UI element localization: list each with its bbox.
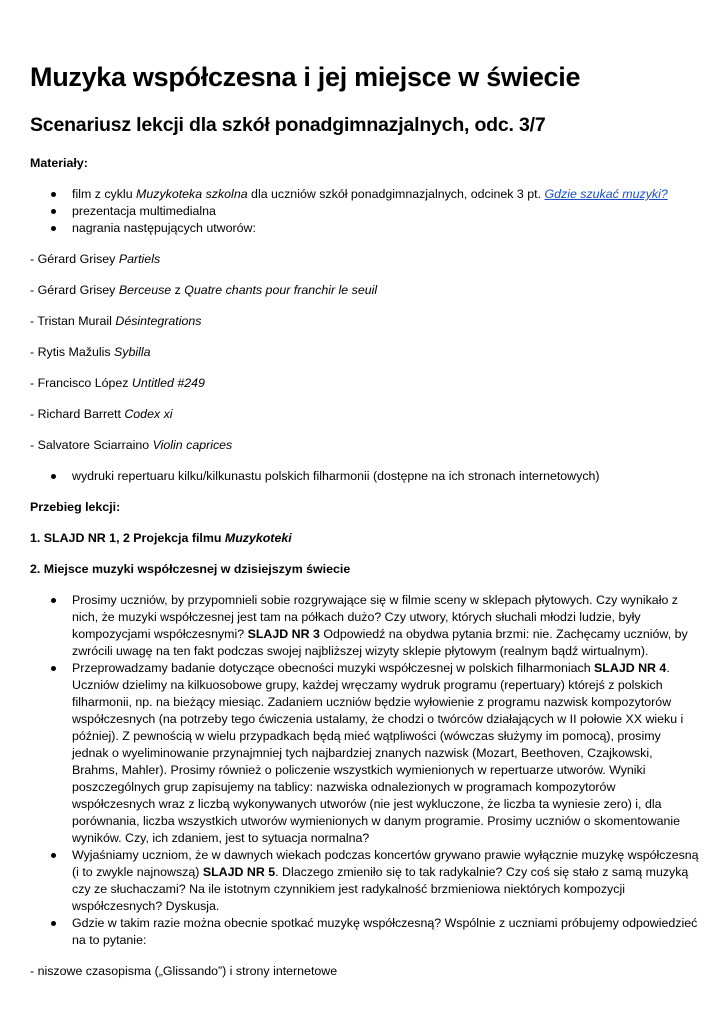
work-line: - Francisco López Untitled #249 [30, 376, 205, 390]
film-text: film z cyklu [72, 187, 137, 201]
work-line: - Gérard Grisey Partiels [30, 252, 161, 266]
list-item: nagrania następujących utworów: [30, 220, 700, 237]
course-bullets [30, 592, 700, 949]
film-link[interactable]: Gdzie szukać muzyki? [544, 187, 668, 201]
works-list [30, 251, 700, 454]
list-item: Gdzie w takim razie można obecnie spotkać muzykę współczesną? Wspólnie z uczniami próbujemy odpowiedzieć na to pytanie: [30, 915, 700, 949]
film-text-mid: dla uczniów szkół ponadgimnazjalnych, odcinek 3 pt. [247, 187, 545, 201]
document-page [30, 60, 700, 980]
work-line: - Tristan Murail Désintegrations [30, 314, 202, 328]
page-title: Muzyka współczesna i jej miejsce w świecie [30, 62, 581, 92]
list-item: prezentacja multimedialna [30, 203, 700, 220]
page-subtitle: Scenariusz lekcji dla szkół ponadgimnazjalnych, odc. 3/7 [30, 114, 546, 136]
list-item: wydruki repertuaru kilku/kilkunastu polskich filharmonii (dostępne na ich stronach internetowych) [30, 468, 700, 485]
work-line: - Salvatore Sciarraino Violin caprices [30, 438, 233, 452]
last-line: - niszowe czasopisma („Glissando”) i strony internetowe [30, 964, 338, 978]
work-line: - Rytis Mažulis Sybilla [30, 345, 151, 359]
film-series: Muzykoteka szkolna [136, 187, 248, 201]
step-1-heading: 1. SLAJD NR 1, 2 Projekcja filmu Muzykoteki [30, 531, 292, 545]
list-item: Przeprowadzamy badanie dotyczące obecności muzyki współczesnej w polskich filharmoniach SLAJD NR 4. Uczniów dzielimy na kilkuosobowe grupy, każdej wręczamy wydruk programu (repertuary) którejś z polskich filharmonii, np. na bieżący miesiąc. Zadaniem uczniów będzie wyłowienie z programu nazwisk kompozytorów współczesnych (na potrzeby tego ćwiczenia ustalamy, że chodzi o twórców działających w II połowie XX wieku i później). Z pewnością w wielu przypadkach będą mieć wątpliwości (wówczas służymy im pomocą), prosimy jednak o wyeliminowanie przynajmniej tych najbardziej znanych nazwisk (Mozart, Beethoven, Czajkowski, Brahms, Mahler). Prosimy również o policzenie wszystkich wymienionych w repertuarze utworów. Wyniki poszczególnych grup zapisujemy na tablicy: nazwiska odnalezionych w programach kompozytorów współczesnych wraz z liczbą wykonywanych utworów (nie jest wykluczone, że liczba ta wyniesie zero) i, dla porównania, liczba wszystkich utworów wymienionych w danym programie. Prosimy uczniów o skomentowanie wyników. Czy, ich zdaniem, jest to sytuacja normalna? [30, 660, 700, 847]
work-line: - Gérard Grisey Berceuse z Quatre chants pour franchir le seuil [30, 283, 378, 297]
list-item: Prosimy uczniów, by przypomnieli sobie rozgrywające się w filmie sceny w sklepach płytowych. Czy wynikało z nich, że muzyki współczesnej jest tam na półkach dużo? Czy utwory, których słuchali młodzi ludzie, były kompozycjami współczesnymi? SLAJD NR 3 Odpowiedź na obydwa pytania brzmi: nie. Zachęcamy uczniów, by zwrócili uwagę na ten fakt podczas swojej najbliższej wizyty sklepie płytowym (realnym bądź wirtualnym). [30, 592, 700, 660]
materials-heading: Materiały: [30, 156, 88, 170]
course-heading: Przebieg lekcji: [30, 500, 121, 514]
list-item: Wyjaśniamy uczniom, że w dawnych wiekach podczas koncertów grywano prawie wyłącznie muzykę współczesną (i to zwykle najnowszą) SLAJD NR 5. Dlaczego zmieniło się to tak radykalnie? Czy coś się stało z samą muzyką czy ze słuchaczami? Na ile istotnym czynnikiem jest radykalność brzmieniowa niektórych kompozycji współczesnych? Dyskusja. [30, 847, 700, 915]
work-line: - Richard Barrett Codex xi [30, 407, 173, 421]
materials-list [30, 186, 700, 237]
step-2-heading: 2. Miejsce muzyki współczesnej w dzisiejszym świecie [30, 562, 351, 576]
list-item [30, 186, 700, 203]
printouts-list [30, 468, 700, 485]
